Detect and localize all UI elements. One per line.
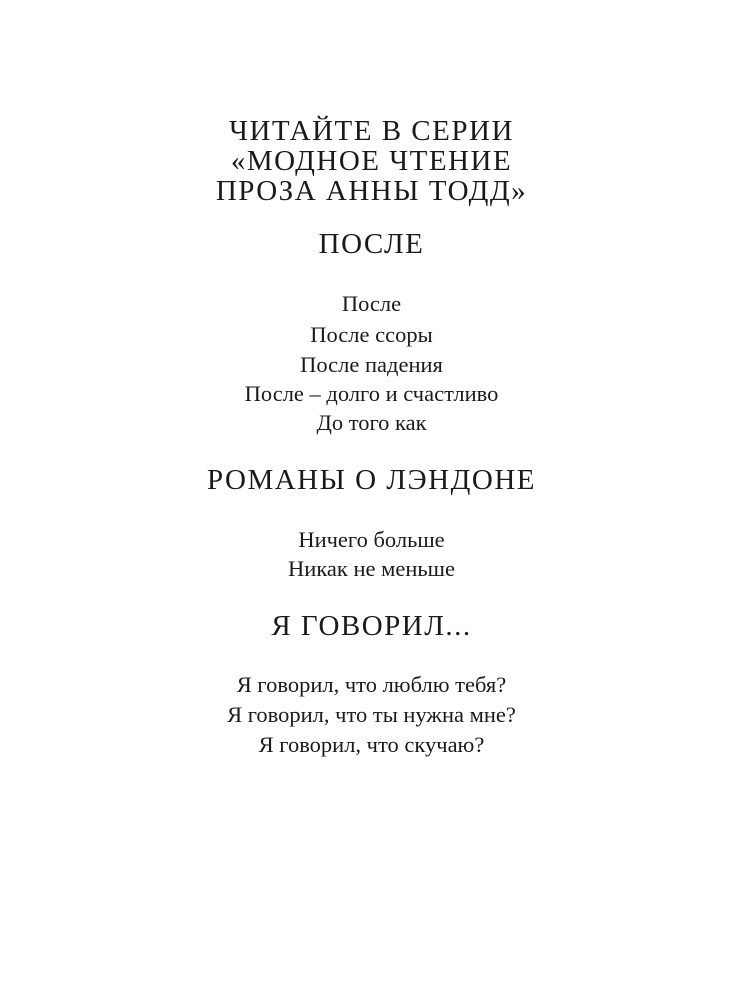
series-title-line: ПРОЗА АННЫ ТОДД» — [215, 175, 528, 207]
section-heading: Я ГОВОРИЛ... — [271, 610, 472, 642]
book-title: После ссоры — [310, 322, 433, 347]
book-title: После — [341, 291, 402, 316]
book-title: Я говорил, что люблю тебя? — [236, 672, 507, 697]
book-title: Я говорил, что ты нужна мне? — [227, 702, 516, 727]
book-title: Ничего больше — [298, 527, 445, 552]
series-title-line: «МОДНОЕ ЧТЕНИЕ — [230, 145, 513, 177]
series-title-line: ЧИТАЙТЕ В СЕРИИ — [229, 115, 514, 147]
book-title: После – долго и счастливо — [244, 381, 499, 406]
book-title: После падения — [300, 352, 443, 377]
book-title: Никак не меньше — [288, 556, 455, 581]
book-title: До того как — [316, 410, 427, 435]
section-heading: РОМАНЫ О ЛЭНДОНЕ — [207, 464, 536, 496]
book-title: Я говорил, что скучаю? — [258, 732, 485, 757]
section-heading: ПОСЛЕ — [318, 228, 425, 260]
